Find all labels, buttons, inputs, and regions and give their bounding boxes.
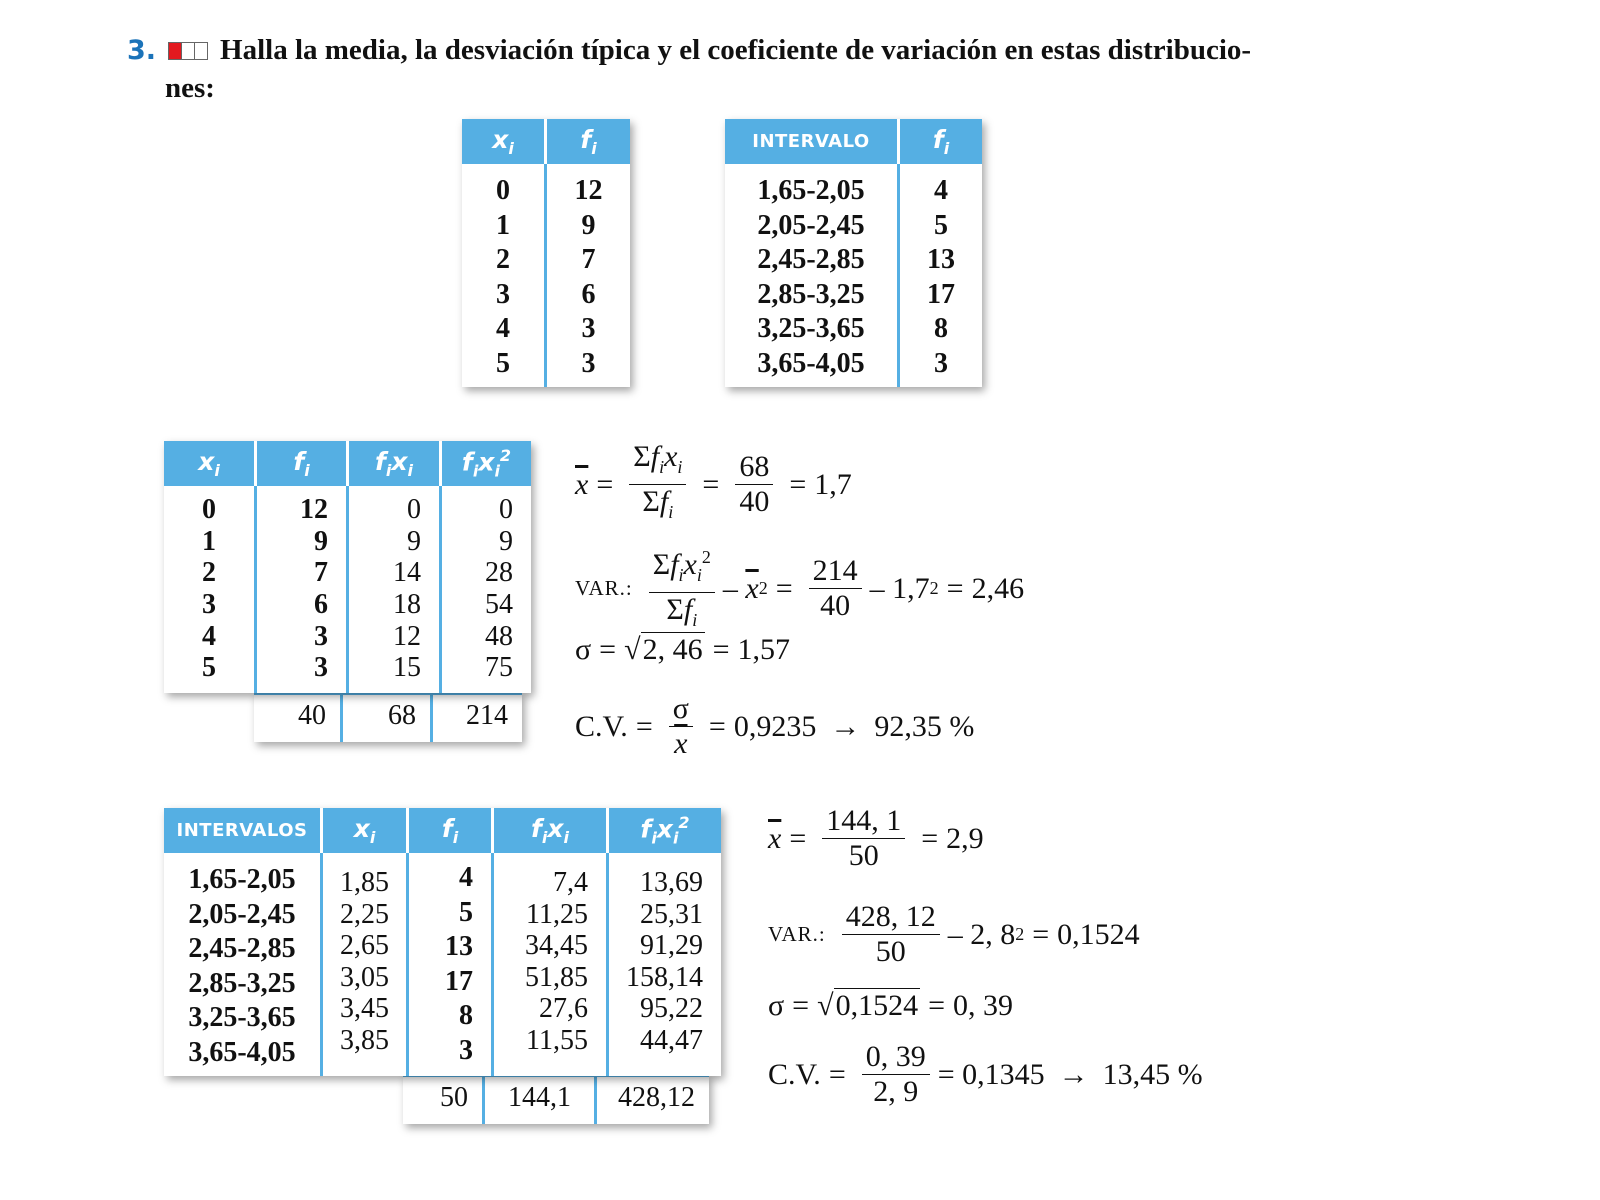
header-fixi: $f_ix_i$ xyxy=(493,808,608,853)
column-xi: 0 1 2 3 4 5 xyxy=(496,175,510,379)
total-fixi2: 428,12 xyxy=(618,1082,695,1113)
mean-formula-2: $\overline{x}$ = $\frac{144, 1}{50}$ = 2,9 xyxy=(768,804,984,872)
table-solution-2 xyxy=(164,808,721,1076)
column-fi: 4 5 13 17 8 3 xyxy=(445,862,473,1066)
header-fixi: $f_ix_i$ xyxy=(348,441,441,486)
column-fi: 12 9 7 6 3 3 xyxy=(574,175,603,379)
totals-row-2 xyxy=(403,1074,709,1124)
header-fi: $f_i$ xyxy=(408,808,493,853)
header-fixi2: $f_ix_i^2$ xyxy=(441,441,532,486)
exercise-title: Halla la media, la desviación típica y el coeficiente de variación en estas distribucio- xyxy=(220,34,1252,66)
sd-formula-2: σ = √ 0,1524 = 0, 39 xyxy=(768,988,1013,1022)
table-intervals xyxy=(725,119,982,387)
header-xi: $x_i$ xyxy=(322,808,408,853)
header-intervals: INTERVALOS xyxy=(164,808,322,853)
column-intervals: 1,65-2,05 2,05-2,45 2,45-2,85 2,85-3,25 3,25-3,65 3,65-4,05 xyxy=(188,864,296,1068)
column-fixi: 0 9 14 18 12 15 xyxy=(393,494,421,684)
header-xi: $x_i$ xyxy=(462,119,546,164)
mean-result: 1,7 xyxy=(814,467,852,501)
mean-formula-1: $\overline{x}$ = $\frac{\Sigma f_ix_i}{\Sigma f_i}$ = $\frac{68}{40}$ = 1,7 xyxy=(575,440,852,522)
exercise-title-cont: nes: xyxy=(165,72,215,104)
sd-formula-1: σ = √ 2, 46 = 1,57 xyxy=(575,632,790,666)
cv-formula-2: C.V. = $\frac{0, 39}{2, 9}$ = 0,1345 → 13,45 % xyxy=(768,1040,1203,1108)
exercise-number: 3. xyxy=(127,35,157,66)
exercise-header xyxy=(127,34,1251,67)
header-fi: $f_i$ xyxy=(256,441,348,486)
total-fi: 40 xyxy=(254,695,343,742)
column-fi: 12 9 7 6 3 3 xyxy=(300,494,328,684)
column-fixi2: 0 9 28 54 48 75 xyxy=(485,494,513,684)
column-fixi: 7,4 11,25 34,45 51,85 27,6 11,55 xyxy=(525,867,588,1056)
column-fi: 4 5 13 17 8 3 xyxy=(927,175,955,379)
header-fi: $f_i$ xyxy=(899,119,983,164)
header-fixi2: $f_ix_i^2$ xyxy=(608,808,722,853)
totals-row-1 xyxy=(254,692,522,742)
header-xi: $x_i$ xyxy=(164,441,256,486)
column-intervals: 1,65-2,05 2,05-2,45 2,45-2,85 2,85-3,25 3,25-3,65 3,65-4,05 xyxy=(757,175,865,379)
cv-formula-1: C.V. = $\frac{\sigma}{x}$ = 0,9235 → 92,35 % xyxy=(575,692,975,760)
total-fixi: 144,1 xyxy=(485,1077,597,1124)
total-fixi: 68 xyxy=(343,695,433,742)
variance-formula-2: VAR.: $\frac{428, 12}{50}$ – 2, 8 2 = 0,1524 xyxy=(768,900,1140,968)
column-xi: 0 1 2 3 4 5 xyxy=(202,494,216,684)
header-fi: $f_i$ xyxy=(546,119,631,164)
header-interval: INTERVALO xyxy=(725,119,899,164)
variance-result: 2,46 xyxy=(971,571,1025,605)
difficulty-meter-icon xyxy=(168,42,208,60)
total-fi: 50 xyxy=(403,1077,485,1124)
table-solution-1 xyxy=(164,441,531,693)
total-fixi2: 214 xyxy=(466,700,508,731)
variance-formula-1: VAR.: $\frac{\Sigma f_ix_i^2}{\Sigma f_i}$ – $\overline{x}$ 2 = $\frac{214}{40}$ – 1,7 2 = 2,46 xyxy=(575,540,1024,637)
table-discrete xyxy=(462,119,630,387)
column-fixi2: 13,69 25,31 91,29 158,14 95,22 44,47 xyxy=(626,867,703,1056)
column-xi: 1,85 2,25 2,65 3,05 3,45 3,85 xyxy=(340,867,389,1056)
